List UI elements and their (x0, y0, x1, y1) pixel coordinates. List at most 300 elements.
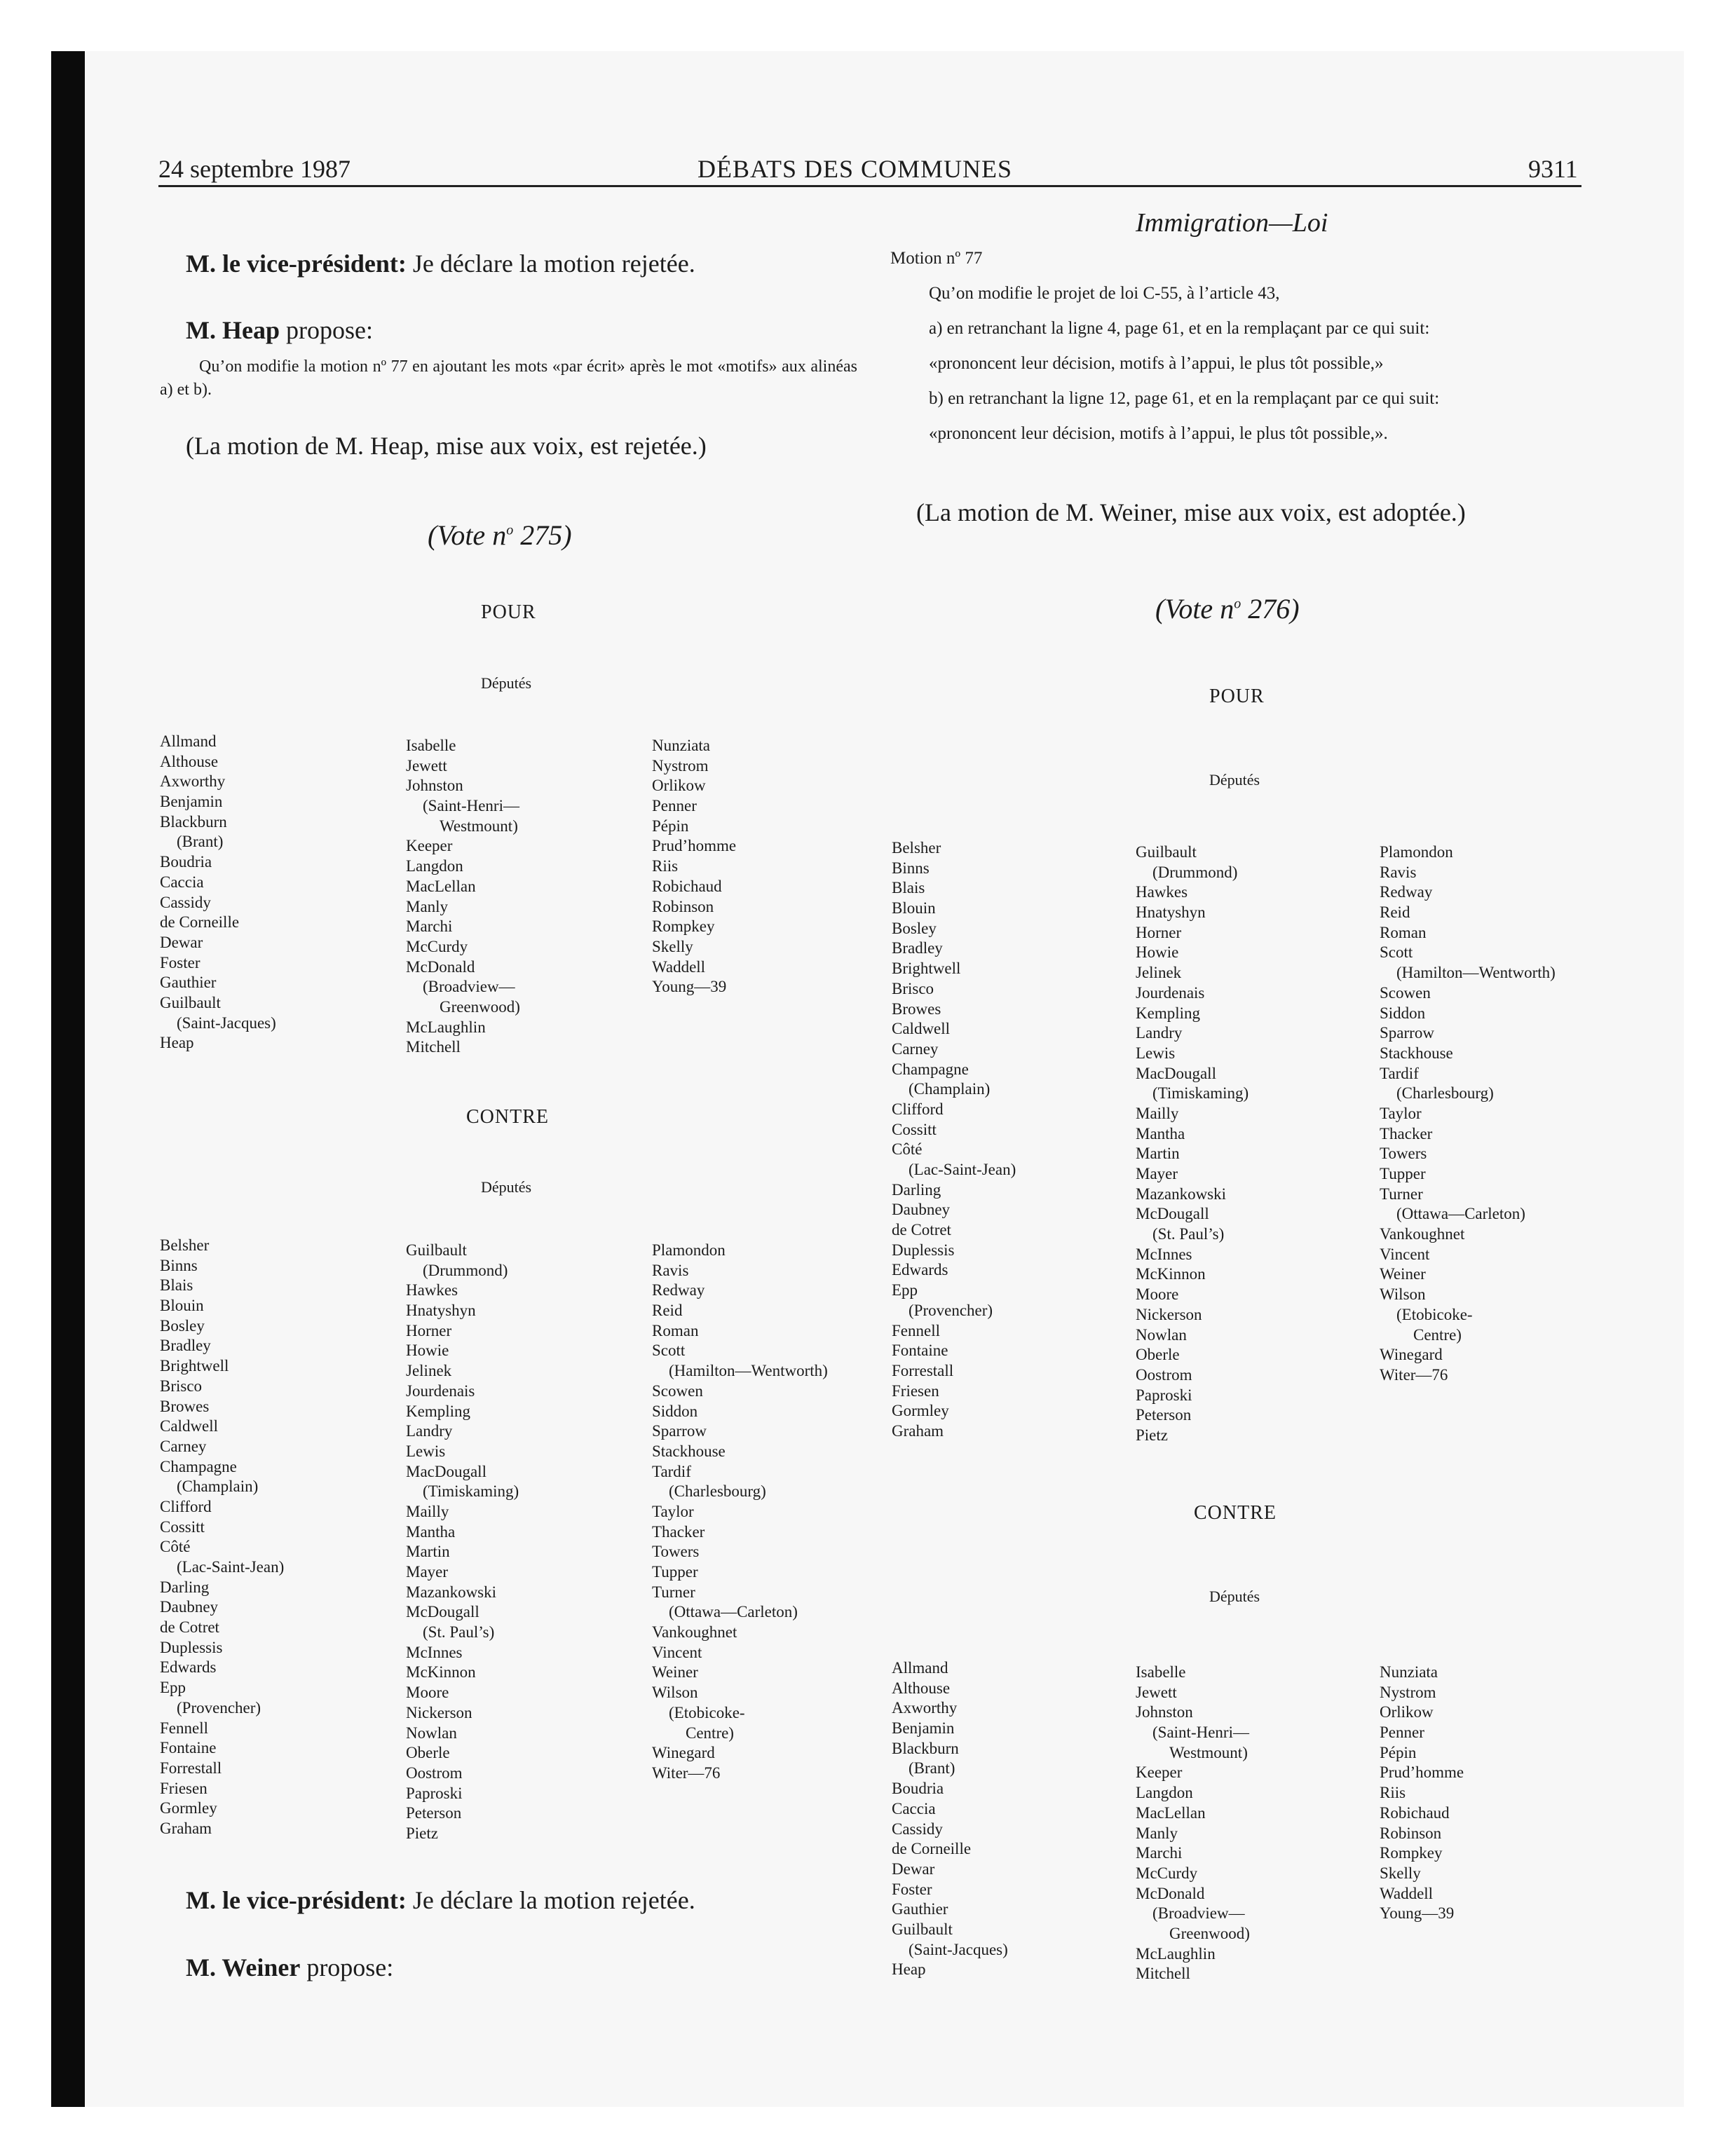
member-name: Young—39 (652, 978, 727, 996)
member-name: Mayer (1136, 1165, 1178, 1182)
member-name: (Charlesbourg) (1396, 1084, 1494, 1103)
member-name: Skelly (1380, 1864, 1421, 1882)
member-name: Epp (892, 1281, 918, 1299)
member-name: (Lac-Saint-Jean) (177, 1558, 285, 1576)
member-name: Scott (652, 1342, 686, 1360)
deputes-label: Députés (1209, 1588, 1260, 1605)
vote-number: (Vote $n^o$ 276) (1155, 593, 1300, 625)
member-name: Redway (652, 1281, 705, 1299)
member-name: Graham (892, 1421, 944, 1440)
member-name: Tupper (1380, 1165, 1426, 1182)
member-name: Edwards (892, 1261, 948, 1279)
member-name: Mantha (406, 1522, 456, 1541)
member-name: Isabelle (406, 737, 456, 754)
member-name: Greenwood) (1169, 1924, 1250, 1942)
member-name: (Drummond) (1152, 863, 1238, 881)
member-name: Oostrom (406, 1763, 463, 1782)
member-name: Weiner (1380, 1265, 1426, 1283)
member-name: Prud’homme (652, 837, 737, 855)
header-date: 24 septembre 1987 (158, 155, 351, 183)
member-name: Lewis (1136, 1044, 1176, 1062)
member-name: Gauthier (892, 1900, 948, 1918)
member-name: MacDougall (1136, 1064, 1216, 1082)
member-name: Caccia (160, 873, 204, 891)
member-name: Orlikow (652, 777, 706, 795)
section-heading: Immigration—Loi (1136, 208, 1328, 238)
member-name: Graham (160, 1819, 212, 1837)
speaker-name: M. Heap (186, 316, 280, 344)
member-name: Fennell (160, 1719, 208, 1737)
member-name: Horner (1136, 923, 1182, 941)
member-name: Nunziata (652, 737, 711, 754)
member-name: Nystrom (652, 756, 709, 775)
contre-list-col3 (652, 1241, 828, 1784)
member-name: Taylor (652, 1502, 694, 1520)
member-name: Pépin (652, 817, 689, 835)
member-name: Champagne (892, 1060, 969, 1078)
pour-list-col3 (1380, 842, 1556, 1386)
member-name: MacDougall (406, 1462, 487, 1480)
member-name: Penner (1380, 1724, 1424, 1742)
member-name: Vankoughnet (1380, 1225, 1465, 1243)
member-name: Paproski (1136, 1386, 1192, 1404)
speaker-name: M. le vice-président: (186, 1886, 407, 1914)
motion-text: Qu’on modifie la motion nº 77 en ajoutant les mots «par écrit» après le mot «motifs» aux alinéas a) et b). (160, 357, 857, 399)
member-name: (Champlain) (177, 1478, 259, 1496)
member-name: Hawkes (406, 1281, 458, 1299)
member-name: Allmand (160, 732, 217, 750)
member-name: Johnston (406, 777, 463, 795)
member-name: Browes (160, 1397, 210, 1415)
member-name: Mailly (1136, 1104, 1179, 1122)
member-name: McInnes (406, 1643, 463, 1661)
speaker-text: Je déclare la motion rejetée. (412, 250, 695, 278)
member-name: Plamondon (1380, 843, 1453, 861)
motion-result: (La motion de M. Weiner, mise aux voix, est adoptée.) (916, 498, 1466, 526)
member-name: Oostrom (1136, 1365, 1192, 1384)
member-name: Jewett (1136, 1683, 1177, 1701)
member-name: Tardif (1380, 1064, 1419, 1082)
member-name: Gormley (160, 1799, 217, 1817)
member-name: Winegard (652, 1744, 715, 1762)
member-name: Penner (652, 797, 697, 815)
member-name: Friesen (160, 1779, 207, 1797)
member-name: Rompkey (652, 917, 715, 936)
member-name: Vincent (652, 1643, 702, 1661)
member-name: Dewar (160, 933, 203, 951)
member-name: Blais (160, 1276, 193, 1295)
member-name: Robinson (652, 897, 714, 915)
member-name: Boudria (892, 1780, 944, 1798)
member-name: Turner (652, 1583, 695, 1601)
contre-list-col2 (1136, 1663, 1250, 1984)
member-name: Althouse (892, 1679, 951, 1697)
member-name: McCurdy (1136, 1864, 1198, 1882)
member-name: Kempling (1136, 1004, 1200, 1022)
member-name: (Brant) (177, 833, 224, 851)
member-name: Bosley (892, 919, 937, 937)
member-name: Nowlan (1136, 1325, 1187, 1344)
member-name: Howie (1136, 943, 1179, 962)
member-name: McInnes (1136, 1245, 1192, 1263)
member-name: Tupper (652, 1563, 698, 1581)
member-name: Mazankowski (406, 1583, 497, 1601)
member-name: de Cotret (892, 1221, 951, 1239)
member-name: Thacker (652, 1522, 705, 1541)
motion-line: «prononcent leur décision, motifs à l’appui, le plus tôt possible,». (929, 424, 1388, 443)
member-name: Johnston (1136, 1703, 1193, 1721)
member-name: McKinnon (1136, 1265, 1206, 1283)
member-name: Hawkes (1136, 883, 1188, 901)
member-name: Epp (160, 1679, 186, 1697)
member-name: Manly (406, 897, 449, 915)
member-name: Scowen (1380, 983, 1431, 1002)
member-name: Fennell (892, 1321, 940, 1339)
member-name: Guilbault (160, 993, 221, 1011)
member-name: Belsher (892, 839, 941, 857)
member-name: (Timiskaming) (423, 1482, 519, 1501)
speaker-name: M. le vice-président: (186, 250, 407, 278)
member-name: Orlikow (1380, 1703, 1434, 1721)
contre-heading: CONTRE (1194, 1502, 1277, 1524)
member-name: Young—39 (1380, 1904, 1455, 1923)
member-name: Brightwell (160, 1357, 229, 1375)
member-name: Heap (160, 1034, 194, 1052)
member-name: Rompkey (1380, 1844, 1443, 1862)
member-name: Brightwell (892, 960, 961, 978)
member-name: (Drummond) (423, 1261, 508, 1279)
speaker-statement-3 (186, 1885, 695, 1915)
member-name: Peterson (1136, 1406, 1192, 1424)
member-name: Winegard (1380, 1346, 1443, 1364)
member-name: Guilbault (892, 1920, 953, 1938)
member-name: McKinnon (406, 1663, 476, 1681)
member-name: Nickerson (406, 1703, 472, 1721)
member-name: Duplessis (160, 1638, 223, 1656)
member-name: Binns (160, 1256, 198, 1274)
speaker-name: M. Weiner (186, 1953, 301, 1981)
member-name: Jelinek (406, 1362, 452, 1380)
member-name: (Brant) (909, 1759, 955, 1778)
member-name: Pépin (1380, 1743, 1417, 1761)
deputes-label: Députés (481, 1178, 532, 1196)
member-name: Riis (1380, 1784, 1406, 1802)
member-name: Gormley (892, 1402, 949, 1420)
member-name: Roman (652, 1321, 699, 1339)
member-name: Paproski (406, 1784, 463, 1802)
member-name: Foster (892, 1880, 932, 1898)
member-name: Blackburn (160, 812, 227, 831)
member-name: Waddell (652, 957, 706, 976)
member-name: McDonald (406, 957, 475, 976)
scan-edge (51, 51, 85, 2107)
member-name: Pietz (1136, 1426, 1168, 1444)
member-name: Turner (1380, 1185, 1423, 1203)
member-name: Caccia (892, 1799, 936, 1817)
member-name: (Etobicoke- (669, 1703, 745, 1721)
member-name: Hnatyshyn (406, 1302, 476, 1320)
member-name: Isabelle (1136, 1663, 1186, 1681)
motion-label: Motion nº 77 (890, 249, 983, 268)
member-name: (Charlesbourg) (669, 1482, 766, 1501)
member-name: Waddell (1380, 1884, 1434, 1902)
member-name: Skelly (652, 937, 693, 955)
member-name: Jewett (406, 756, 447, 775)
member-name: Champagne (160, 1457, 237, 1475)
member-name: Ravis (1380, 863, 1417, 881)
member-name: (Etobicoke- (1396, 1305, 1473, 1323)
member-name: Redway (1380, 883, 1433, 901)
member-name: Peterson (406, 1804, 462, 1822)
member-name: Witer—76 (1380, 1365, 1448, 1384)
member-name: Duplessis (892, 1241, 955, 1259)
member-name: Manly (1136, 1824, 1178, 1842)
member-name: Côté (892, 1140, 923, 1159)
member-name: Siddon (1380, 1004, 1426, 1022)
member-name: Mantha (1136, 1124, 1185, 1142)
member-name: (Champlain) (909, 1080, 991, 1098)
member-name: McCurdy (406, 937, 468, 955)
member-name: Marchi (406, 917, 453, 936)
pour-heading: POUR (1209, 685, 1265, 707)
contre-list-col1 (160, 1236, 284, 1839)
member-name: Reid (652, 1302, 683, 1320)
member-name: Witer—76 (652, 1763, 721, 1782)
member-name: Jourdenais (1136, 983, 1205, 1002)
member-name: Benjamin (160, 793, 223, 811)
member-name: (Provencher) (909, 1301, 993, 1319)
speaker-statement-2 (186, 315, 373, 345)
member-name: (Saint-Jacques) (177, 1014, 276, 1032)
member-name: Mayer (406, 1563, 449, 1581)
member-name: Reid (1380, 903, 1410, 922)
speaker-text: propose: (285, 316, 373, 344)
member-name: Friesen (892, 1381, 939, 1400)
member-name: Belsher (160, 1236, 210, 1254)
member-name: MacLellan (1136, 1803, 1206, 1822)
member-name: (St. Paul’s) (423, 1623, 495, 1642)
member-name: (Ottawa—Carleton) (669, 1603, 798, 1621)
member-name: Forrestall (160, 1759, 222, 1777)
member-name: Thacker (1380, 1124, 1433, 1142)
member-name: Dewar (892, 1860, 935, 1878)
member-name: Cassidy (160, 893, 211, 911)
member-name: Marchi (1136, 1844, 1183, 1862)
member-name: Bosley (160, 1316, 205, 1335)
member-name: Langdon (406, 857, 463, 875)
member-name: Brisco (892, 979, 934, 997)
member-name: Roman (1380, 923, 1427, 941)
member-name: Nunziata (1380, 1663, 1438, 1681)
member-name: Darling (160, 1578, 210, 1596)
motion-line: a) en retranchant la ligne 4, page 61, et en la remplaçant par ce qui suit: (929, 319, 1430, 338)
member-name: de Corneille (160, 913, 240, 932)
member-name: McDougall (1136, 1205, 1209, 1223)
member-name: McDougall (406, 1603, 479, 1621)
member-name: Fontaine (892, 1342, 948, 1360)
member-name: Mitchell (1136, 1965, 1190, 1983)
member-name: Bradley (892, 939, 943, 957)
header-title: DÉBATS DES COMMUNES (698, 155, 1013, 183)
member-name: McDonald (1136, 1884, 1205, 1902)
member-name: Clifford (892, 1100, 944, 1118)
pour-list-col2 (406, 736, 520, 1058)
member-name: Blouin (160, 1297, 204, 1315)
member-name: Landry (406, 1422, 453, 1440)
member-name: Gauthier (160, 974, 217, 992)
member-name: Carney (892, 1039, 939, 1058)
member-name: (Hamilton—Wentworth) (669, 1362, 828, 1380)
member-name: Keeper (406, 837, 453, 855)
member-name: Scott (1380, 943, 1413, 962)
member-name: Boudria (160, 853, 212, 871)
member-name: Vankoughnet (652, 1623, 737, 1642)
member-name: (Timiskaming) (1152, 1084, 1249, 1103)
member-name: Fontaine (160, 1739, 217, 1757)
motion-line: Qu’on modifie le projet de loi C-55, à l’article 43, (929, 284, 1280, 303)
member-name: Tardif (652, 1462, 691, 1480)
member-name: Centre) (686, 1724, 734, 1742)
member-name: Nowlan (406, 1724, 457, 1742)
member-name: MacLellan (406, 877, 476, 895)
header-rule (158, 185, 1581, 187)
member-name: (Ottawa—Carleton) (1396, 1205, 1525, 1223)
member-name: Cossitt (892, 1120, 937, 1138)
member-name: Sparrow (1380, 1024, 1434, 1042)
member-name: Blouin (892, 899, 936, 917)
member-name: Caldwell (892, 1020, 951, 1038)
member-name: Wilson (1380, 1285, 1426, 1304)
deputes-label: Députés (481, 674, 532, 692)
member-name: Hnatyshyn (1136, 903, 1206, 922)
member-name: Moore (406, 1684, 449, 1702)
pour-list-col3 (652, 736, 736, 997)
member-name: Martin (406, 1543, 450, 1561)
member-name: (St. Paul’s) (1152, 1225, 1225, 1243)
member-name: Robinson (1380, 1824, 1442, 1842)
member-name: (Saint-Henri— (423, 797, 519, 815)
member-name: Martin (1136, 1145, 1180, 1163)
member-name: (Saint-Jacques) (909, 1940, 1008, 1958)
member-name: Prud’homme (1380, 1763, 1464, 1782)
member-name: Cassidy (892, 1820, 943, 1838)
member-name: Blais (892, 879, 925, 897)
member-name: (Provencher) (177, 1698, 261, 1717)
member-name: Brisco (160, 1377, 203, 1395)
member-name: Forrestall (892, 1361, 954, 1379)
member-name: Mailly (406, 1502, 449, 1520)
member-name: Axworthy (160, 772, 226, 791)
member-name: Howie (406, 1342, 449, 1360)
member-name: Guilbault (1136, 843, 1197, 861)
member-name: Blackburn (892, 1739, 959, 1757)
member-name: Guilbault (406, 1241, 467, 1259)
member-name: Weiner (652, 1663, 698, 1681)
member-name: Greenwood) (440, 997, 520, 1016)
header-page-number: 9311 (1528, 155, 1578, 183)
member-name: Jelinek (1136, 964, 1182, 982)
member-name: Siddon (652, 1402, 698, 1420)
speaker-text: Je déclare la motion rejetée. (412, 1886, 695, 1914)
member-name: Horner (406, 1321, 452, 1339)
speaker-text: propose: (306, 1953, 394, 1981)
member-name: Allmand (892, 1659, 948, 1677)
member-name: Althouse (160, 752, 219, 770)
member-name: Carney (160, 1437, 207, 1455)
member-name: (Broadview— (1152, 1904, 1245, 1923)
contre-list-col3 (1380, 1663, 1464, 1924)
member-name: Plamondon (652, 1241, 726, 1259)
member-name: Mazankowski (1136, 1185, 1227, 1203)
member-name: Stackhouse (1380, 1044, 1453, 1062)
pour-heading: POUR (481, 601, 536, 623)
member-name: Westmount) (440, 817, 518, 835)
member-name: Pietz (406, 1824, 438, 1842)
member-name: Heap (892, 1960, 926, 1979)
member-name: Côté (160, 1538, 191, 1556)
motion-line: b) en retranchant la ligne 12, page 61, et en la remplaçant par ce qui suit: (929, 389, 1440, 408)
contre-heading: CONTRE (466, 1106, 549, 1128)
member-name: Lewis (406, 1442, 446, 1460)
member-name: Daubney (892, 1201, 951, 1219)
member-name: McLaughlin (406, 1018, 486, 1036)
member-name: Axworthy (892, 1699, 958, 1717)
member-name: Browes (892, 999, 941, 1018)
member-name: Landry (1136, 1024, 1183, 1042)
member-name: Edwards (160, 1658, 217, 1677)
member-name: Wilson (652, 1684, 698, 1702)
pour-list-col1 (892, 838, 1016, 1442)
member-name: Centre) (1413, 1325, 1462, 1344)
member-name: (Broadview— (423, 978, 515, 996)
vote-number: (Vote $n^o$ 275) (428, 519, 572, 551)
member-name: Moore (1136, 1285, 1179, 1304)
member-name: Langdon (1136, 1784, 1193, 1802)
member-name: Scowen (652, 1381, 703, 1400)
member-name: Daubney (160, 1598, 219, 1616)
member-name: McLaughlin (1136, 1944, 1216, 1963)
member-name: Clifford (160, 1497, 212, 1515)
contre-list-col2 (406, 1241, 519, 1844)
speaker-statement-1 (186, 249, 695, 278)
member-name: de Corneille (892, 1840, 972, 1858)
motion-result: (La motion de M. Heap, mise aux voix, est rejetée.) (186, 432, 707, 460)
member-name: Towers (652, 1543, 700, 1561)
member-name: Ravis (652, 1261, 689, 1279)
member-name: Nickerson (1136, 1305, 1202, 1323)
member-name: Caldwell (160, 1417, 219, 1435)
member-name: Kempling (406, 1402, 470, 1420)
member-name: Sparrow (652, 1422, 707, 1440)
member-name: Robichaud (652, 877, 722, 895)
member-name: Oberle (406, 1744, 450, 1762)
member-name: Riis (652, 857, 679, 875)
member-name: Cossitt (160, 1517, 205, 1536)
motion-line: «prononcent leur décision, motifs à l’appui, le plus tôt possible,» (929, 354, 1384, 373)
speaker-statement-4 (186, 1953, 393, 1982)
pour-list-col2 (1136, 842, 1248, 1446)
member-name: Vincent (1380, 1245, 1430, 1263)
member-name: Binns (892, 859, 930, 877)
pour-list-col1 (160, 732, 276, 1053)
member-name: Keeper (1136, 1763, 1183, 1782)
member-name: Taylor (1380, 1104, 1422, 1122)
member-name: Bradley (160, 1337, 211, 1355)
member-name: (Saint-Henri— (1152, 1724, 1249, 1742)
member-name: Westmount) (1169, 1743, 1248, 1761)
member-name: Mitchell (406, 1038, 461, 1056)
member-name: Robichaud (1380, 1803, 1450, 1822)
